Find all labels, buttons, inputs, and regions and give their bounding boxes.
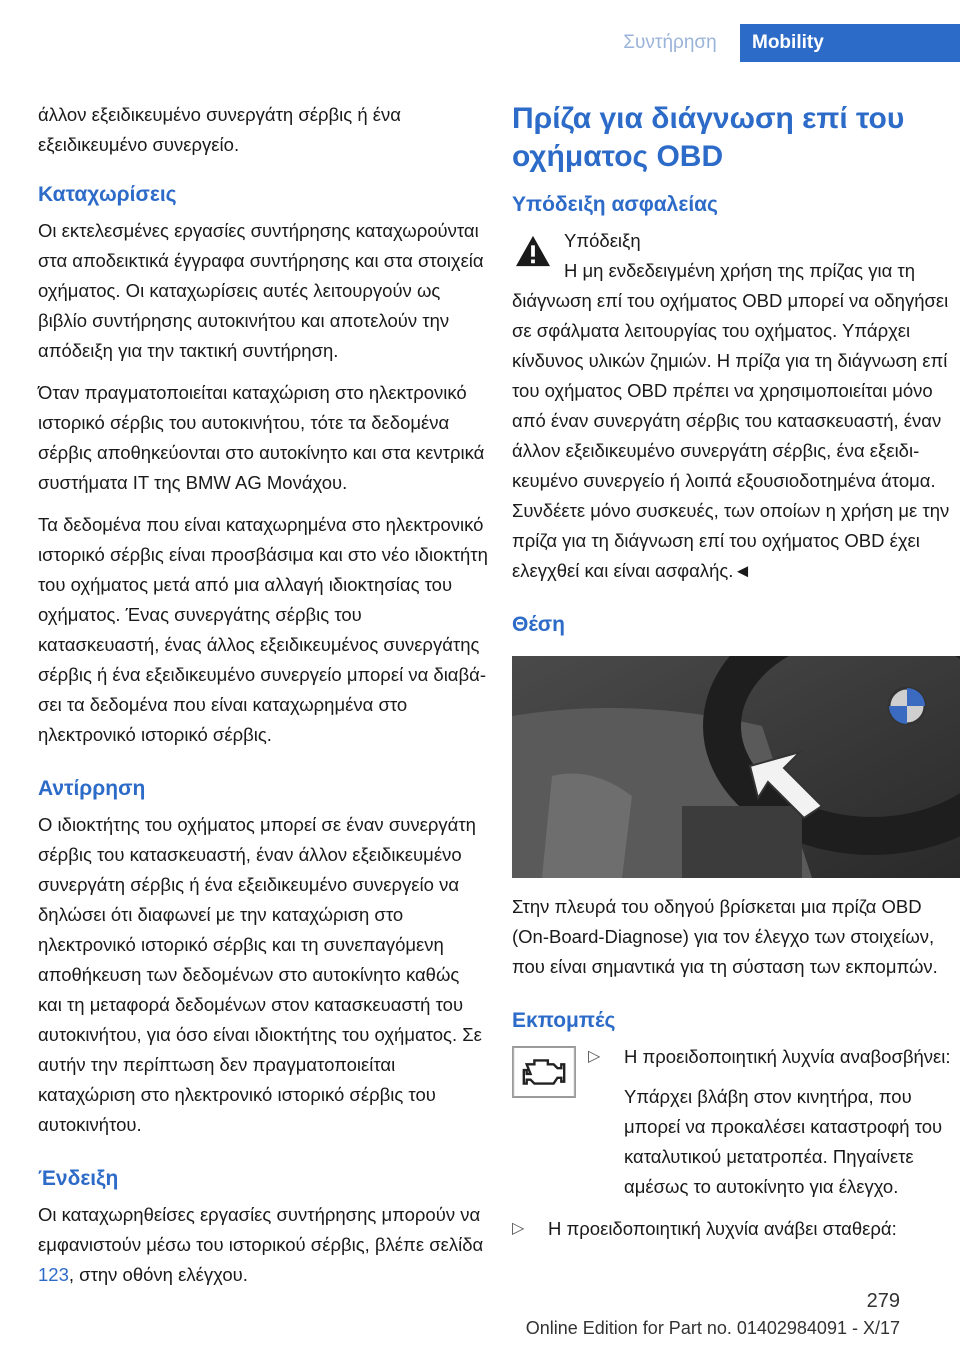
records-paragraph: Οι εκτελεσμένες εργασίες συντήρησης καταχωρούνται στα αποδεικτικά έγγραφα συντήρησης και στα στοιχεία οχήματος. Οι καταχωρίσεις αυτές λειτουργούν ως βιβλίο συντήρησης αυτοκινήτου και αποτελούν την απόδειξη για την τακτική συντήρηση.	[38, 220, 484, 361]
list-item-text: Η προειδοποιητική λυχνία αναβοσβήνει:	[624, 1046, 951, 1067]
list-item-text: Η προειδοποιητική λυχνία ανάβει σταθερά:	[548, 1218, 897, 1239]
heading-safety: Υπόδειξη ασφαλείας	[512, 193, 718, 216]
list-bullet: ▷	[512, 1220, 525, 1237]
heading-display: Ένδειξη	[38, 1167, 119, 1190]
history-paragraph: Όταν πραγματοποιείται καταχώριση στο ηλεκτρονικό ιστορικό σέρβις του αυτοκινήτου, τότε τα δεδομένα σέρβις αποθηκεύονται στο αυτοκίνητο και στα κεντρικά συστήματα IT της BMW AG Μονάχου.	[38, 382, 485, 493]
data-paragraph: Τα δεδομένα που είναι καταχωρημένα στο ηλεκτρονικό ιστορικό σέρβις είναι προσβάσιμα και στο νέο ιδιοκτήτη του οχήματος μετά από μια αλλαγή ιδιοκτησίας του οχήματος. Ένας συνεργάτης σέρβις του κατασκευαστή, ένας άλλος εξειδικευμένος συνεργάτης σέρβις ή ένα εξειδικευμένο συνεργείο μπορεί να διαβάσει τα δεδομένα που είναι καταχωρημένα στο ηλεκτρονικό ιστορικό σέρβις.	[38, 514, 488, 745]
left-column	[38, 100, 488, 1302]
display-paragraph	[38, 1200, 488, 1290]
obd-location-photo	[512, 656, 960, 878]
page-number: 279	[866, 1290, 900, 1312]
note-label: Υπόδειξη	[564, 230, 641, 251]
intro-paragraph: άλλον εξειδικευμένο συνεργάτη σέρβις ή ένα εξειδικευμένο συνεργείο.	[38, 104, 401, 155]
check-engine-icon	[512, 1046, 576, 1098]
objection-paragraph: Ο ιδιοκτήτης του οχήματος μπορεί σε έναν συνεργάτη σέρβις του κατασκευαστή, έναν άλλον εξειδικευμένο συνεργάτη σέρβις ή ένα εξειδικευμένο συνεργείο να δηλώσει ότι διαφωνεί με την καταχώριση στο ηλεκτρονικό ιστορικό σέρβις και τη συνεπαγόμενη αποθήκευση των δεδομένων στο αυτοκίνητο καθώς και τη μεταφορά δεδομένων στον κατασκευαστή του αυτοκινήτου, για όσο είναι ιδιοκτήτης του οχήματος. Σε αυτήν την περίπτωση δεν πραγματοποιείται καταχώριση στο ηλεκτρονικό ιστορικό σέρβις του αυτοκινήτου.	[38, 814, 482, 1135]
list-item-steady	[512, 1214, 960, 1244]
header-chapter-tab: Mobility	[740, 24, 960, 62]
position-paragraph: Στην πλευρά του οδηγού βρίσκεται μια πρίζα OBD (On-Board-Diagnose) για τον έλεγχο των στοιχείων, που είναι σημαντικά για τη σύσταση των εκπομπών.	[512, 896, 938, 977]
section-title-obd: Πρίζα για διάγνωση επί του οχήματος OBD	[512, 102, 905, 173]
display-text-a: Οι καταχωρηθείσες εργασίες συντήρησης μπορούν να εμφανιστούν μέσω του ιστορικού σέρβις, βλέπε σελίδα	[38, 1204, 484, 1255]
note-text: Η μη ενδεδειγμένη χρήση της πρίζας για τη διάγνωση επί του οχήματος OBD μπορεί να οδηγήσει σε σφάλματα λειτουργίας του οχήματος. Υπάρχει κίνδυνος υλικών ζημιών. Η πρίζα για τη διάγνωση επί του οχήματος OBD πρέπει να χρησιμοποιείται μόνο από έναν συνεργάτη σέρβις του κατασκευαστή, έναν άλλον εξειδικευμένο συνεργάτη σέρβις, ένα εξειδικευμένο συνεργείο ή λοιπά εξουσιοδοτημένα άτομα. Συνδέετε μόνο συσκευές, των οποίων η χρήση με την πρίζα για τη διάγνωση επί του οχήματος OBD έχει ελεγχθεί και είναι ασφαλής.◄	[512, 260, 950, 581]
page-footer	[0, 1290, 960, 1362]
list-bullet: ▷	[588, 1048, 601, 1065]
list-item-subtext: Υπάρχει βλάβη στον κινητήρα, που μπορεί να προκαλέσει καταστροφή του καταλυτικού μετατροπέα. Πηγαίνετε αμέσως το αυτοκίνητο για έλεγχο.	[624, 1086, 943, 1197]
heading-objection: Αντίρρηση	[38, 777, 146, 800]
edition-note: Online Edition for Part no. 01402984091 - X/17	[525, 1318, 900, 1338]
safety-note	[512, 226, 960, 586]
heading-position: Θέση	[512, 613, 566, 636]
list-item-flashing	[588, 1042, 960, 1202]
heading-records: Καταχωρίσεις	[38, 183, 177, 206]
display-text-b: , στην οθόνη ελέγχου.	[68, 1264, 248, 1285]
right-column	[512, 100, 960, 1252]
warning-triangle-icon	[514, 234, 552, 268]
page-link-123[interactable]: 123	[38, 1264, 69, 1285]
heading-emissions: Εκπομπές	[512, 1009, 616, 1032]
emissions-list	[512, 1042, 960, 1244]
header-section-tab: Συντήρηση	[623, 32, 717, 53]
